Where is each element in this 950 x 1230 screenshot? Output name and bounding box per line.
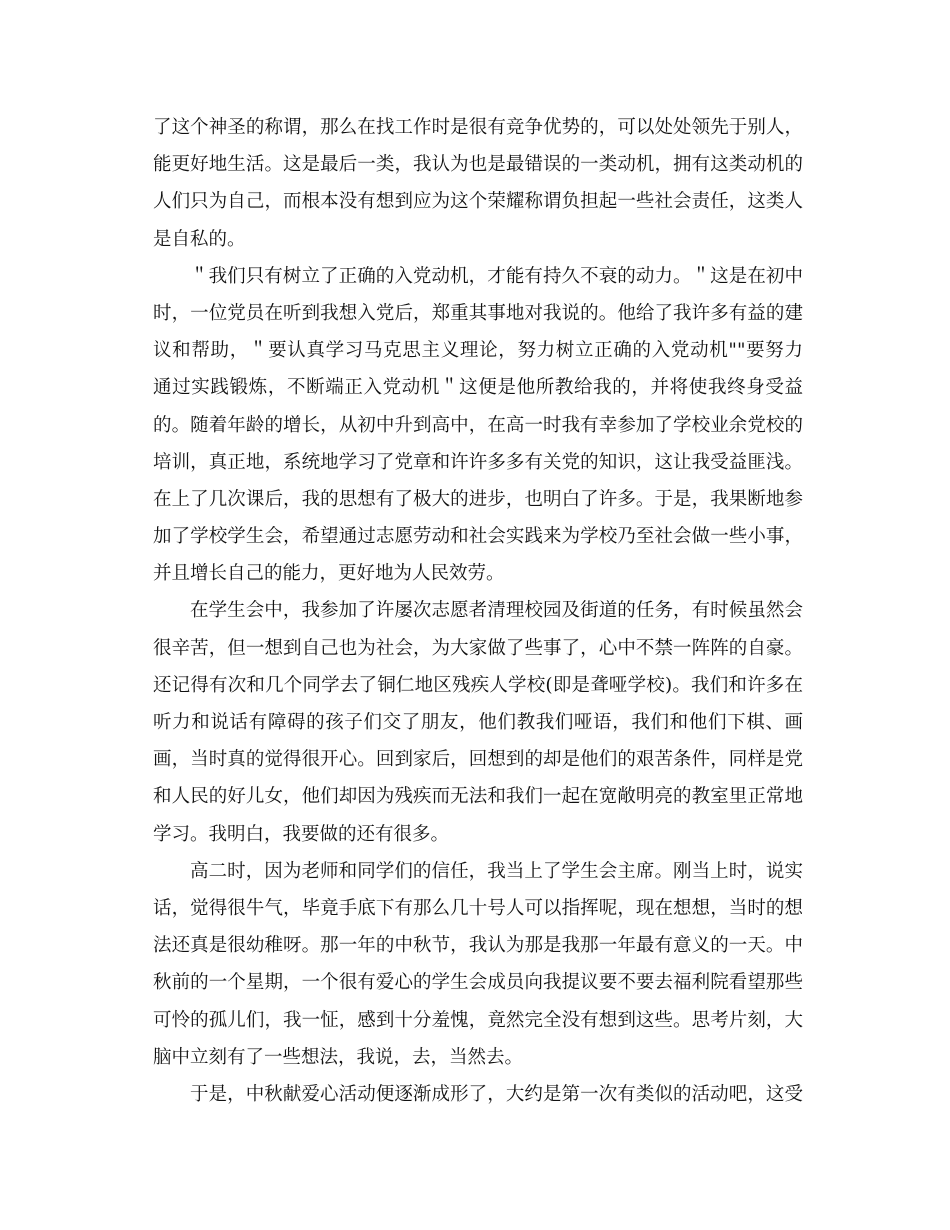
text-line: 秋前的一个星期，一个很有爱心的学生会成员向我提议要不要去福利院看望那些 [153, 972, 803, 994]
text-line: 法还真是很幼稚呀。那一年的中秋节，我认为那是我那一年最有意义的一天。中 [153, 935, 803, 957]
paragraph-first-line: 在学生会中，我参加了许屡次志愿者清理校园及街道的任务，有时候虽然会 [190, 600, 803, 622]
text-line: 通过实践锻炼，不断端正入党动机＂这便是他所教给我的，并将使我终身受益 [153, 377, 803, 399]
text-line: 还记得有次和几个同学去了铜仁地区残疾人学校(即是聋哑学校)。我们和许多在 [153, 674, 803, 696]
text-line: 画，当时真的觉得很开心。回到家后，回想到的却是他们的艰苦条件，同样是党 [153, 749, 803, 771]
text-line: 学习。我明白，我要做的还有很多。 [153, 823, 450, 845]
text-line: 培训，真正地，系统地学习了党章和许许多多有关党的知识，这让我受益匪浅。 [153, 451, 803, 473]
text-line: 加了学校学生会，希望通过志愿劳动和社会实践来为学校乃至社会做一些小事， [153, 526, 803, 548]
text-line: 可怜的孤儿们，我一怔，感到十分羞愧，竟然完全没有想到这些。思考片刻，大 [153, 1009, 803, 1031]
text-line: 的。随着年龄的增长，从初中升到高中，在高一时我有幸参加了学校业余党校的 [153, 414, 803, 436]
text-line: 很辛苦，但一想到自己也为社会，为大家做了些事了，心中不禁一阵阵的自豪。 [153, 637, 803, 659]
text-line: 人们只为自己，而根本没有想到应为这个荣耀称谓负担起一些社会责任，这类人 [153, 191, 803, 213]
text-line: 时，一位党员在听到我想入党后，郑重其事地对我说的。他给了我许多有益的建 [153, 302, 803, 324]
text-line: 议和帮助，＂要认真学习马克思主义理论，努力树立正确的入党动机""要努力 [153, 340, 803, 362]
text-line: 话，觉得很牛气，毕竟手底下有那么几十号人可以指挥呢，现在想想，当时的想 [153, 897, 803, 919]
text-line: 听力和说话有障碍的孩子们交了朋友，他们教我们哑语，我们和他们下棋、画 [153, 712, 803, 733]
paragraph-first-line: ＂我们只有树立了正确的入党动机，才能有持久不衰的动力。＂这是在初中 [190, 265, 803, 287]
text-line: 了这个神圣的称谓，那么在找工作时是很有竞争优势的，可以处处领先于别人， [153, 117, 803, 138]
text-line: 和人民的好儿女，他们却因为残疾而无法和我们一起在宽敞明亮的教室里正常地 [153, 786, 803, 808]
text-line: 脑中立刻有了一些想法，我说，去，当然去。 [153, 1046, 524, 1068]
paragraph-first-line: 于是，中秋献爱心活动便逐渐成形了，大约是第一次有类似的活动吧，这受 [190, 1083, 803, 1105]
text-line: 是自私的。 [153, 228, 246, 250]
text-line: 能更好地生活。这是最后一类，我认为也是最错误的一类动机，拥有这类动机的 [153, 154, 803, 176]
text-line: 并且增长自己的能力，更好地为人民效劳。 [153, 563, 505, 585]
paragraph-first-line: 高二时，因为老师和同学们的信任，我当上了学生会主席。刚当上时，说实 [190, 860, 803, 882]
text-line: 在上了几次课后，我的思想有了极大的进步，也明白了许多。于是，我果断地参 [153, 488, 803, 510]
body-text [153, 109, 803, 1113]
